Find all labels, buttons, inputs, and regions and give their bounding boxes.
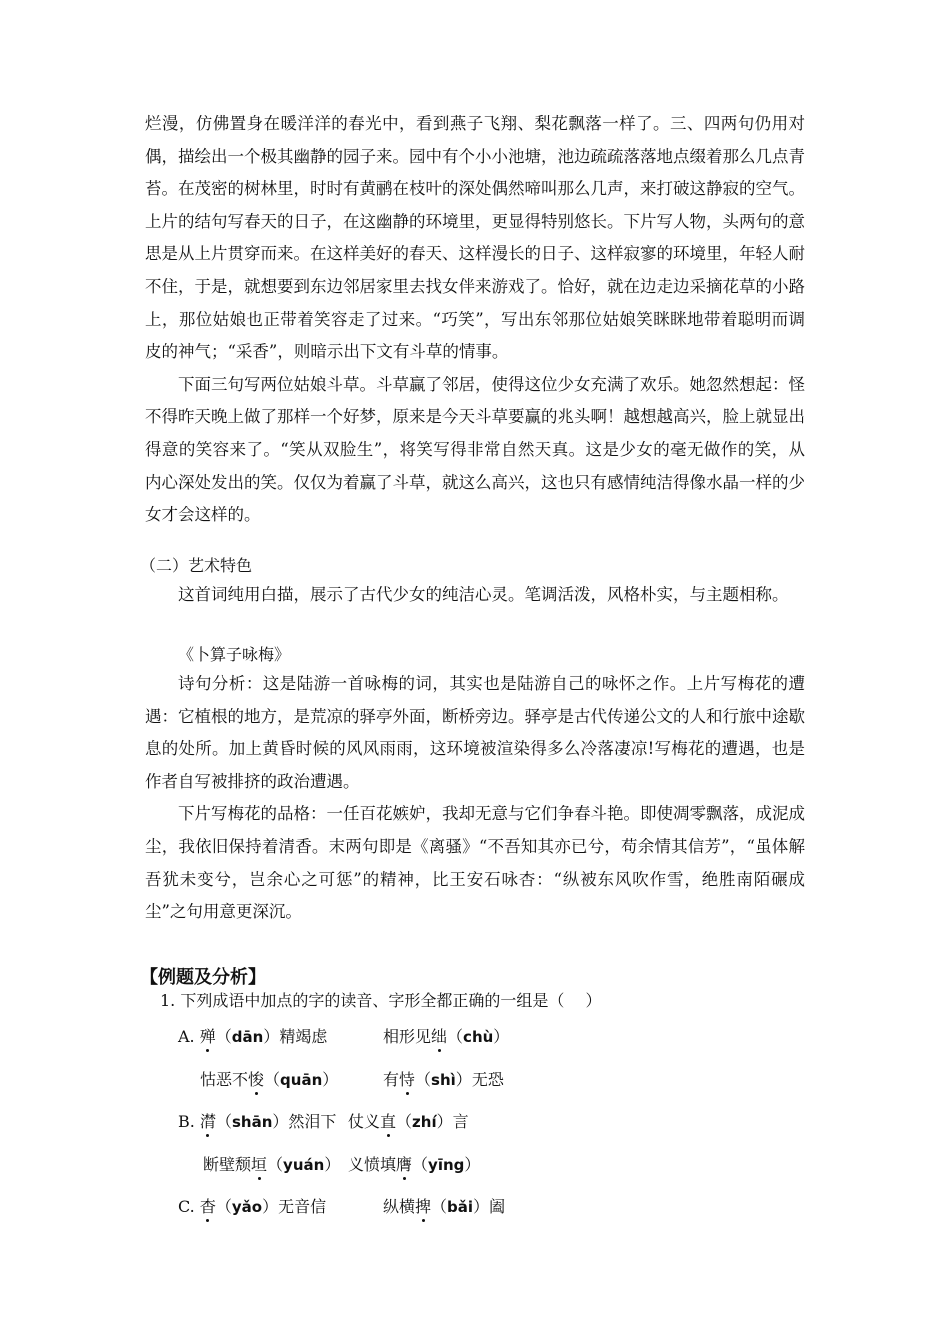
text: 言	[452, 1112, 469, 1131]
pinyin: shì	[431, 1071, 456, 1089]
option-a-item-4: 有恃（shì）无恐	[383, 1067, 504, 1090]
text: 阖	[489, 1197, 506, 1216]
poem-title: 《卜算子咏梅》	[178, 645, 291, 664]
option-b-item-3: 断壁颓垣（yuán）	[203, 1152, 340, 1175]
option-c-item-2: 纵横捭（bǎi）阖	[383, 1194, 505, 1217]
poem-analysis-section	[145, 668, 805, 929]
option-b-item-4: 义愤填膺（yīng）	[348, 1152, 480, 1175]
dotted-char: 绌	[431, 1024, 447, 1047]
dotted-char: 直	[380, 1109, 396, 1132]
dotted-char: 殚	[200, 1024, 216, 1047]
text: 断壁颓	[203, 1155, 252, 1174]
pinyin: dān	[231, 1028, 264, 1046]
text: 义愤填	[348, 1155, 397, 1174]
poem-paragraph-1: 诗句分析：这是陆游一首咏梅的词，其实也是陆游自己的咏怀之作。上片写梅花的遭遇：它植根的地方，是荒凉的驿亭外面，断桥旁边。驿亭是古代传递公文的人和行旅中途歇息的处所。加上黄昏时候的风风雨雨，这环境被渲染得多么冷落凄凉!写梅花的遭遇，也是作者自写被排挤的政治遭遇。	[145, 674, 805, 791]
analysis-paragraph-2: 下面三句写两位姑娘斗草。斗草赢了邻居，使得这位少女充满了欢乐。她忽然想起：怪不得昨天晚上做了那样一个好梦，原来是今天斗草要赢的兆头啊！越想越高兴，脸上就显出得意的笑容来了。“笑从双脸生”，将笑写得非常自然天真。这是少女的毫无做作的笑，从内心深处发出的笑。仅仅为着赢了斗草，就这么高兴，这也只有感情纯洁得像水晶一样的少女才会这样的。	[145, 374, 805, 525]
example-section-title: 【例题及分析】	[140, 967, 266, 988]
option-a-label: A.	[178, 1027, 200, 1046]
text: 无音信	[278, 1197, 327, 1216]
text: 精竭虑	[279, 1027, 328, 1046]
art-features-heading: （二）艺术特色	[140, 556, 253, 575]
text: 仗义	[348, 1112, 381, 1131]
option-a-item-1: A. 殚（dān）精竭虑	[178, 1024, 327, 1047]
analysis-section	[145, 108, 805, 532]
text: 相形见	[383, 1027, 432, 1046]
pinyin: bǎi	[447, 1198, 474, 1216]
dotted-char: 膺	[396, 1152, 412, 1175]
option-c-label: C.	[178, 1197, 200, 1216]
text: 有	[383, 1070, 400, 1089]
art-features-text: 这首词纯用白描，展示了古代少女的纯洁心灵。笔调活泼，风格朴实，与主题相称。	[178, 585, 789, 604]
poem-paragraph-2: 下片写梅花的品格：一任百花嫉妒，我却无意与它们争春斗艳。即使凋零飘落，成泥成尘，我依旧保持着清香。末两句即是《离骚》“不吾知其亦已兮，苟余情其信芳”，“虽体解吾犹未变兮，岂余心之可惩”的精神，比王安石咏杏：“纵被东风吹作雪，绝胜南陌碾成尘”之句用意更深沉。	[145, 804, 805, 922]
text: 怙恶不	[200, 1070, 249, 1089]
art-features-section	[145, 579, 805, 612]
text: 无恐	[471, 1070, 504, 1089]
dotted-char: 垣	[251, 1152, 267, 1175]
dotted-char: 悛	[248, 1067, 264, 1090]
pinyin: shān	[231, 1113, 273, 1131]
analysis-paragraph-1: 烂漫，仿佛置身在暖洋洋的春光中，看到燕子飞翔、梨花飘落一样了。三、四两句仍用对偶，描绘出一个极其幽静的园子来。园中有个小小池塘，池边疏疏落落地点缀着那么几点青苔。在茂密的树林里，时时有黄鹂在枝叶的深处偶然啼叫那么几声，来打破这静寂的空气。上片的结句写春天的日子，在这幽静的环境里，更显得特别悠长。下片写人物，头两句的意思是从上片贯穿而来。在这样美好的春天、这样漫长的日子、这样寂寥的环境里，年轻人耐不住，于是，就想要到东边邻居家里去找女伴来游戏了。恰好，就在边走边采摘花草的小路上，那位姑娘也正带着笑容走了过来。“巧笑”，写出东邻那位姑娘笑眯眯地带着聪明而调皮的神气；“采香”，则暗示出下文有斗草的情事。	[145, 114, 805, 362]
dotted-char: 潸	[200, 1109, 216, 1132]
dotted-char: 杳	[200, 1194, 216, 1217]
pinyin: yīng	[428, 1156, 465, 1174]
option-a-item-3: 怙恶不悛（quān）	[200, 1067, 338, 1090]
option-b-item-1: B. 潸（shān）然泪下	[178, 1109, 336, 1132]
option-b-label: B.	[178, 1112, 200, 1131]
pinyin: quān	[280, 1071, 323, 1089]
option-a-item-2: 相形见绌（chù）	[383, 1024, 509, 1047]
text: 纵横	[383, 1197, 416, 1216]
dotted-char: 捭	[415, 1194, 431, 1217]
option-b-item-2: 仗义直（zhí）言	[348, 1109, 469, 1132]
pinyin: zhí	[412, 1113, 437, 1131]
dotted-char: 恃	[399, 1067, 415, 1090]
pinyin: chù	[463, 1028, 494, 1046]
option-c-item-1: C. 杳（yǎo）无音信	[178, 1194, 326, 1217]
question-1: 1. 下列成语中加点的字的读音、字形全都正确的一组是（ ）	[160, 991, 602, 1010]
pinyin: yuán	[283, 1156, 325, 1174]
pinyin: yǎo	[231, 1198, 263, 1216]
text: 然泪下	[288, 1112, 337, 1131]
